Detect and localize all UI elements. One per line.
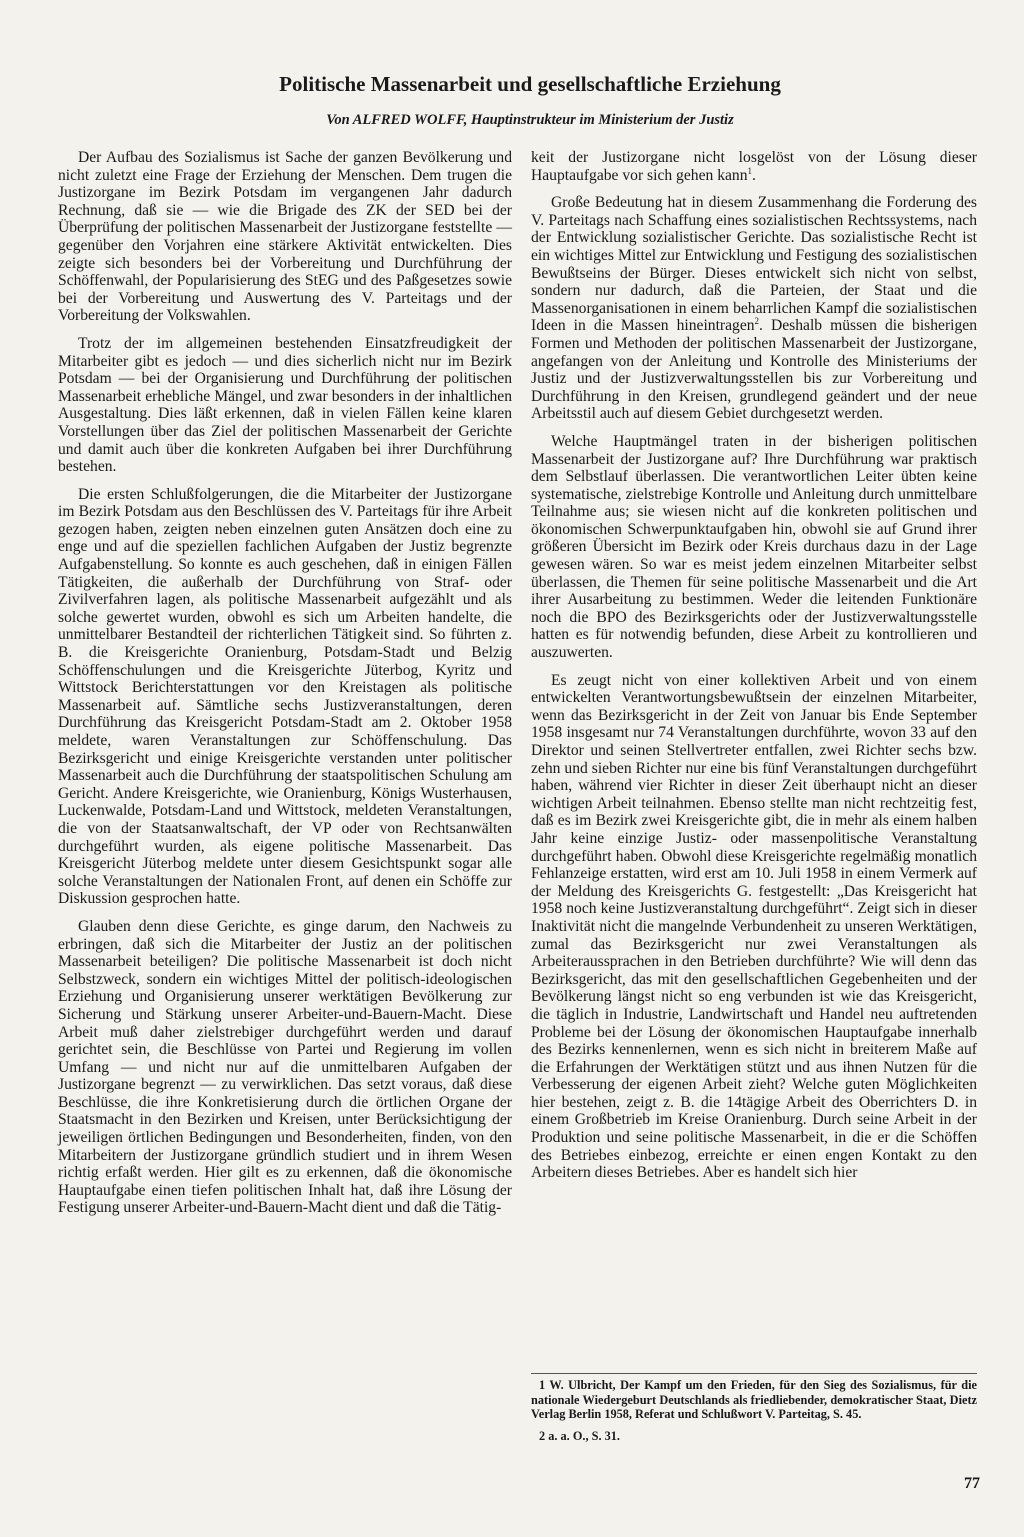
text: Große Bedeutung hat in diesem Zusammenhang die Forderung des V. Parteitags nach Schaffung eines sozialistischen Rechtssystems, nach der Entwicklung sozialistischer Gerichte. Das sozialistische Recht ist ein wichtiges Mittel zur Entwicklung und Festigung des sozialistischen Bewußtseins der Bürger. Dieses entwickelt sich nicht von selbst, sondern nur dadurch, daß die Parteien, der Staat und die Massenorganisationen in einem beharrlichen Kampf die sozialistischen Ideen in die Massen hineintragen	[531, 194, 977, 335]
footnote: 1 W. Ulbricht, Der Kampf um den Frieden, für den Sieg des Sozialismus, für die nationale Wiedergeburt Deutschlands als friedliebender, demokratischer Staat, Dietz Verlag Berlin 1958, Referat und Schlußwort V. Parteitag, S. 45.	[531, 1378, 977, 1422]
paragraph: Glauben denn diese Gerichte, es ginge darum, den Nachweis zu erbringen, daß sich die Mitarbeiter der Justiz an der politischen Massenarbeit beteiligen? Die politische Massenarbeit ist doch nicht Selbstzweck, sondern ein wichtiges Mittel der politisch-ideologischen Erziehung und Organisierung unserer werktätigen Bevölkerung zur Sicherung und Stärkung unserer Arbeiter-und-Bauern-Macht. Diese Arbeit muß daher zielstrebiger durchgeführt werden und darauf gerichtet sein, die Beschlüsse von Partei und Regierung im vollen Umfang — und nicht nur auf die unmittelbaren Aufgaben der Justizorgane begrenzt — zu verwirklichen. Das setzt voraus, daß diese Beschlüsse, die ihre Konkretisierung durch die örtlichen Organe der Staatsmacht in den Bezirken und Kreisen, unter Berücksichtigung der jeweiligen örtlichen Bedingungen und Besonderheiten, finden, von den Mitarbeitern der Justizorgane gründlich studiert und in ihrem Wesen richtig erfaßt werden. Hier gilt es zu erkennen, daß die ökonomische Hauptaufgabe einen tiefen politischen Inhalt hat, daß ihre Lösung der Festigung unserer Arbeiter-und-Bauern-Macht dient und daß die Tätig-	[58, 917, 512, 1217]
page-number: 77	[964, 1475, 980, 1492]
text: keit der Justizorgane nicht losgelöst von der Lösung dieser Hauptaufgabe vor sich gehen kann	[531, 149, 977, 184]
paragraph: Die ersten Schlußfolgerungen, die die Mitarbeiter der Justizorgane im Bezirk Potsdam aus den Beschlüssen des V. Parteitags für ihre Arbeit gezogen haben, zeigten neben einzelnen guten Ansätzen doch eine zu enge und auf die speziellen fachlichen Aufgaben der Justiz begrenzte Aufgabenstellung. So konnte es auch geschehen, daß in einigen Fällen Tätigkeiten, die außerhalb der Durchführung von Straf- oder Zivilverfahren lagen, als politische Massenarbeit aufgezählt und als solche gewertet wurden, obwohl es sich um Arbeiten handelte, die unmittelbarer Bestandteil der richterlichen Tätigkeit sind. So führten z. B. die Kreisgerichte Oranienburg, Potsdam-Stadt und Belzig Schöffenschulungen und die Kreisgerichte Jüterbog, Kyritz und Wittstock Berichterstattungen vor den Kreistagen als politische Massenarbeit auf. Sämtliche sechs Justizveranstaltungen, deren Durchführung das Kreisgericht Potsdam-Stadt am 2. Oktober 1958 meldete, waren Veranstaltungen zur Schöffenschulung. Das Bezirksgericht und einige Kreisgerichte verstanden unter politischer Massenarbeit auch die Durchführung der staatspolitischen Schulung am Gericht. Andere Kreisgerichte, wie Oranienburg, Königs Wusterhausen, Luckenwalde, Potsdam-Land und Wittstock, meldeten Veranstaltungen, die von der Staatsanwaltschaft, der VP oder von Rechtsanwälten durchgeführt wurden, als eigene politische Massenarbeit. Das Kreisgericht Jüterbog meldete unter diesem Gesichtspunkt sogar alle solche Veranstaltungen der Nationalen Front, auf denen ein Schöffe zur Diskussion gesprochen hatte.	[58, 485, 512, 908]
text: . Deshalb müssen die bisherigen Formen und Methoden der politischen Massenarbeit der Justizorgane, angefangen von der Anleitung und Kontrolle des Ministeriums der Justiz und der Justizverwaltungsstellen bis zur Vorbereitung und Durchführung in den Kreisen, grundlegend geändert und der neue Arbeitsstil auch auf diesem Gebiet durchgesetzt werden.	[531, 317, 977, 423]
paragraph: Der Aufbau des Sozialismus ist Sache der ganzen Bevölkerung und nicht zuletzt eine Frage der Erziehung der Menschen. Dem trugen die Justizorgane im Bezirk Potsdam im vergangenen Jahr dadurch Rechnung, daß sie — wie die Brigade des ZK der SED bei der Überprüfung der politischen Massenarbeit der Justizorgane feststellte — gegenüber den Vorjahren eine stärkere Aktivität entwickelten. Dies zeigte sich besonders bei der Vorbereitung und Durchführung der Schöffenwahl, der Popularisierung des StEG und des Paßgesetzes sowie bei der Vorbereitung und Auswertung des V. Parteitags und der Vorbereitung der Volkswahlen.	[58, 149, 512, 325]
article-title: Politische Massenarbeit und gesellschaftliche Erziehung	[279, 72, 781, 96]
paragraph: Trotz der im allgemeinen bestehenden Einsatzfreudigkeit der Mitarbeiter gibt es jedoch — und dies sicherlich nicht nur im Bezirk Potsdam — bei der Organisierung und Durchführung der politischen Massenarbeit erhebliche Mängel, und zwar besonders in der inhaltlichen Ausgestaltung. Dies läßt erkennen, daß in vielen Fällen keine klaren Vorstellungen über das Ziel der politischen Massenarbeit der Gerichte und damit auch über die konkreten Aufgaben bei ihrer Durchführung bestehen.	[58, 334, 512, 476]
paragraph: Es zeugt nicht von einer kollektiven Arbeit und von einem entwickelten Verantwortungsbewußtsein der einzelnen Mitarbeiter, wenn das Bezirksgericht in der Zeit von Januar bis Ende September 1958 insgesamt nur 74 Veranstaltungen durchführte, wovon 33 auf den Direktor und seinen Stellvertreter entfallen, zwei Richter sechs bzw. zehn und sieben Richter nur eine bis fünf Veranstaltungen durchgeführt haben, während vier Richter in dieser Zeit überhaupt nicht an dieser wichtigen Arbeit teilnahmen. Ebenso stellte man nicht rechtzeitig fest, daß es im Bezirk zwei Kreisgerichte gibt, die in mehr als einem halben Jahr keine einzige Justiz- oder massenpolitische Veranstaltung durchgeführt haben. Obwohl diese Kreisgerichte regelmäßig monatlich Fehlanzeige erstatten, wird erst am 10. Juli 1958 in einem Vermerk auf der Meldung des Kreisgerichts G. festgestellt: „Das Kreisgericht hat 1958 noch keine Justizveranstaltung durchgeführt“. Zeigt sich in dieser Inaktivität nicht die mangelnde Verbundenheit zu unseren Werktätigen, zumal das Bezirksgericht nur zwei Veranstaltungen als Arbeiteraussprachen in den Betrieben durchführte? Wie will denn das Bezirksgericht, das mit den gesellschaftlichen Gegebenheiten und der Bevölkerung längst nicht so eng verbunden ist wie das Kreisgericht, die täglich in Industrie, Landwirtschaft und Handel neu auftretenden Probleme bei der Lösung der ökonomischen Hauptaufgabe innerhalb des Bezirks kennenlernen, wenn es sich nicht in breiterem Maße auf die Erfahrungen der Werktätigen stützt und aus ihnen Nutzen für die Verbesserung der eigenen Arbeit zieht? Welche guten Möglichkeiten hier bestehen, zeigt z. B. die 14tägige Arbeit des Oberrichters D. in einem Großbetrieb im Kreise Oranienburg. Durch seine Arbeit in der Produktion und seine politische Massenarbeit, in die er die Schöffen des Betriebes einbezog, erreichte er einen engen Kontakt zu den Arbeitern dieses Betriebes. Aber es handelt sich hier	[531, 671, 977, 1182]
footnote: 2 a. a. O., S. 31.	[539, 1428, 620, 1443]
paragraph: Welche Hauptmängel traten in der bisherigen politischen Massenarbeit der Justizorgane auf? Ihre Durchführung war praktisch dem Selbstlauf überlassen. Die verantwortlichen Leiter übten keine systematische, zielstrebige Kontrolle und Anleitung durch unmittelbare Teilnahme aus; sie wiesen nicht auf die konkreten politischen und ökonomischen Schwerpunktaufgaben hin, obwohl sie auf Grund ihrer größeren Übersicht im Bezirk oder Kreis durchaus dazu in der Lage gewesen wären. So war es meist jedem einzelnen Mitarbeiter selbst überlassen, die Themen für seine politische Massenarbeit und die Art ihrer Ausarbeitung zu bestimmen. Weder die leitenden Funktionäre noch die BPO des Bezirksgerichts oder der Justizverwaltungsstelle hatten es für notwendig befunden, diese Arbeit zu kontrollieren und auszuwerten.	[531, 432, 977, 662]
text: .	[752, 166, 756, 184]
footnotes	[531, 1373, 977, 1443]
footnote-ref: 1	[747, 165, 753, 176]
article-byline: Von ALFRED WOLFF, Hauptinstrukteur im Ministerium der Justiz	[326, 112, 734, 128]
paragraph-continuation	[531, 149, 977, 184]
left-column	[58, 149, 512, 1217]
paragraph	[531, 194, 977, 423]
footnote-ref: 2	[754, 316, 760, 327]
right-column	[531, 149, 977, 1182]
